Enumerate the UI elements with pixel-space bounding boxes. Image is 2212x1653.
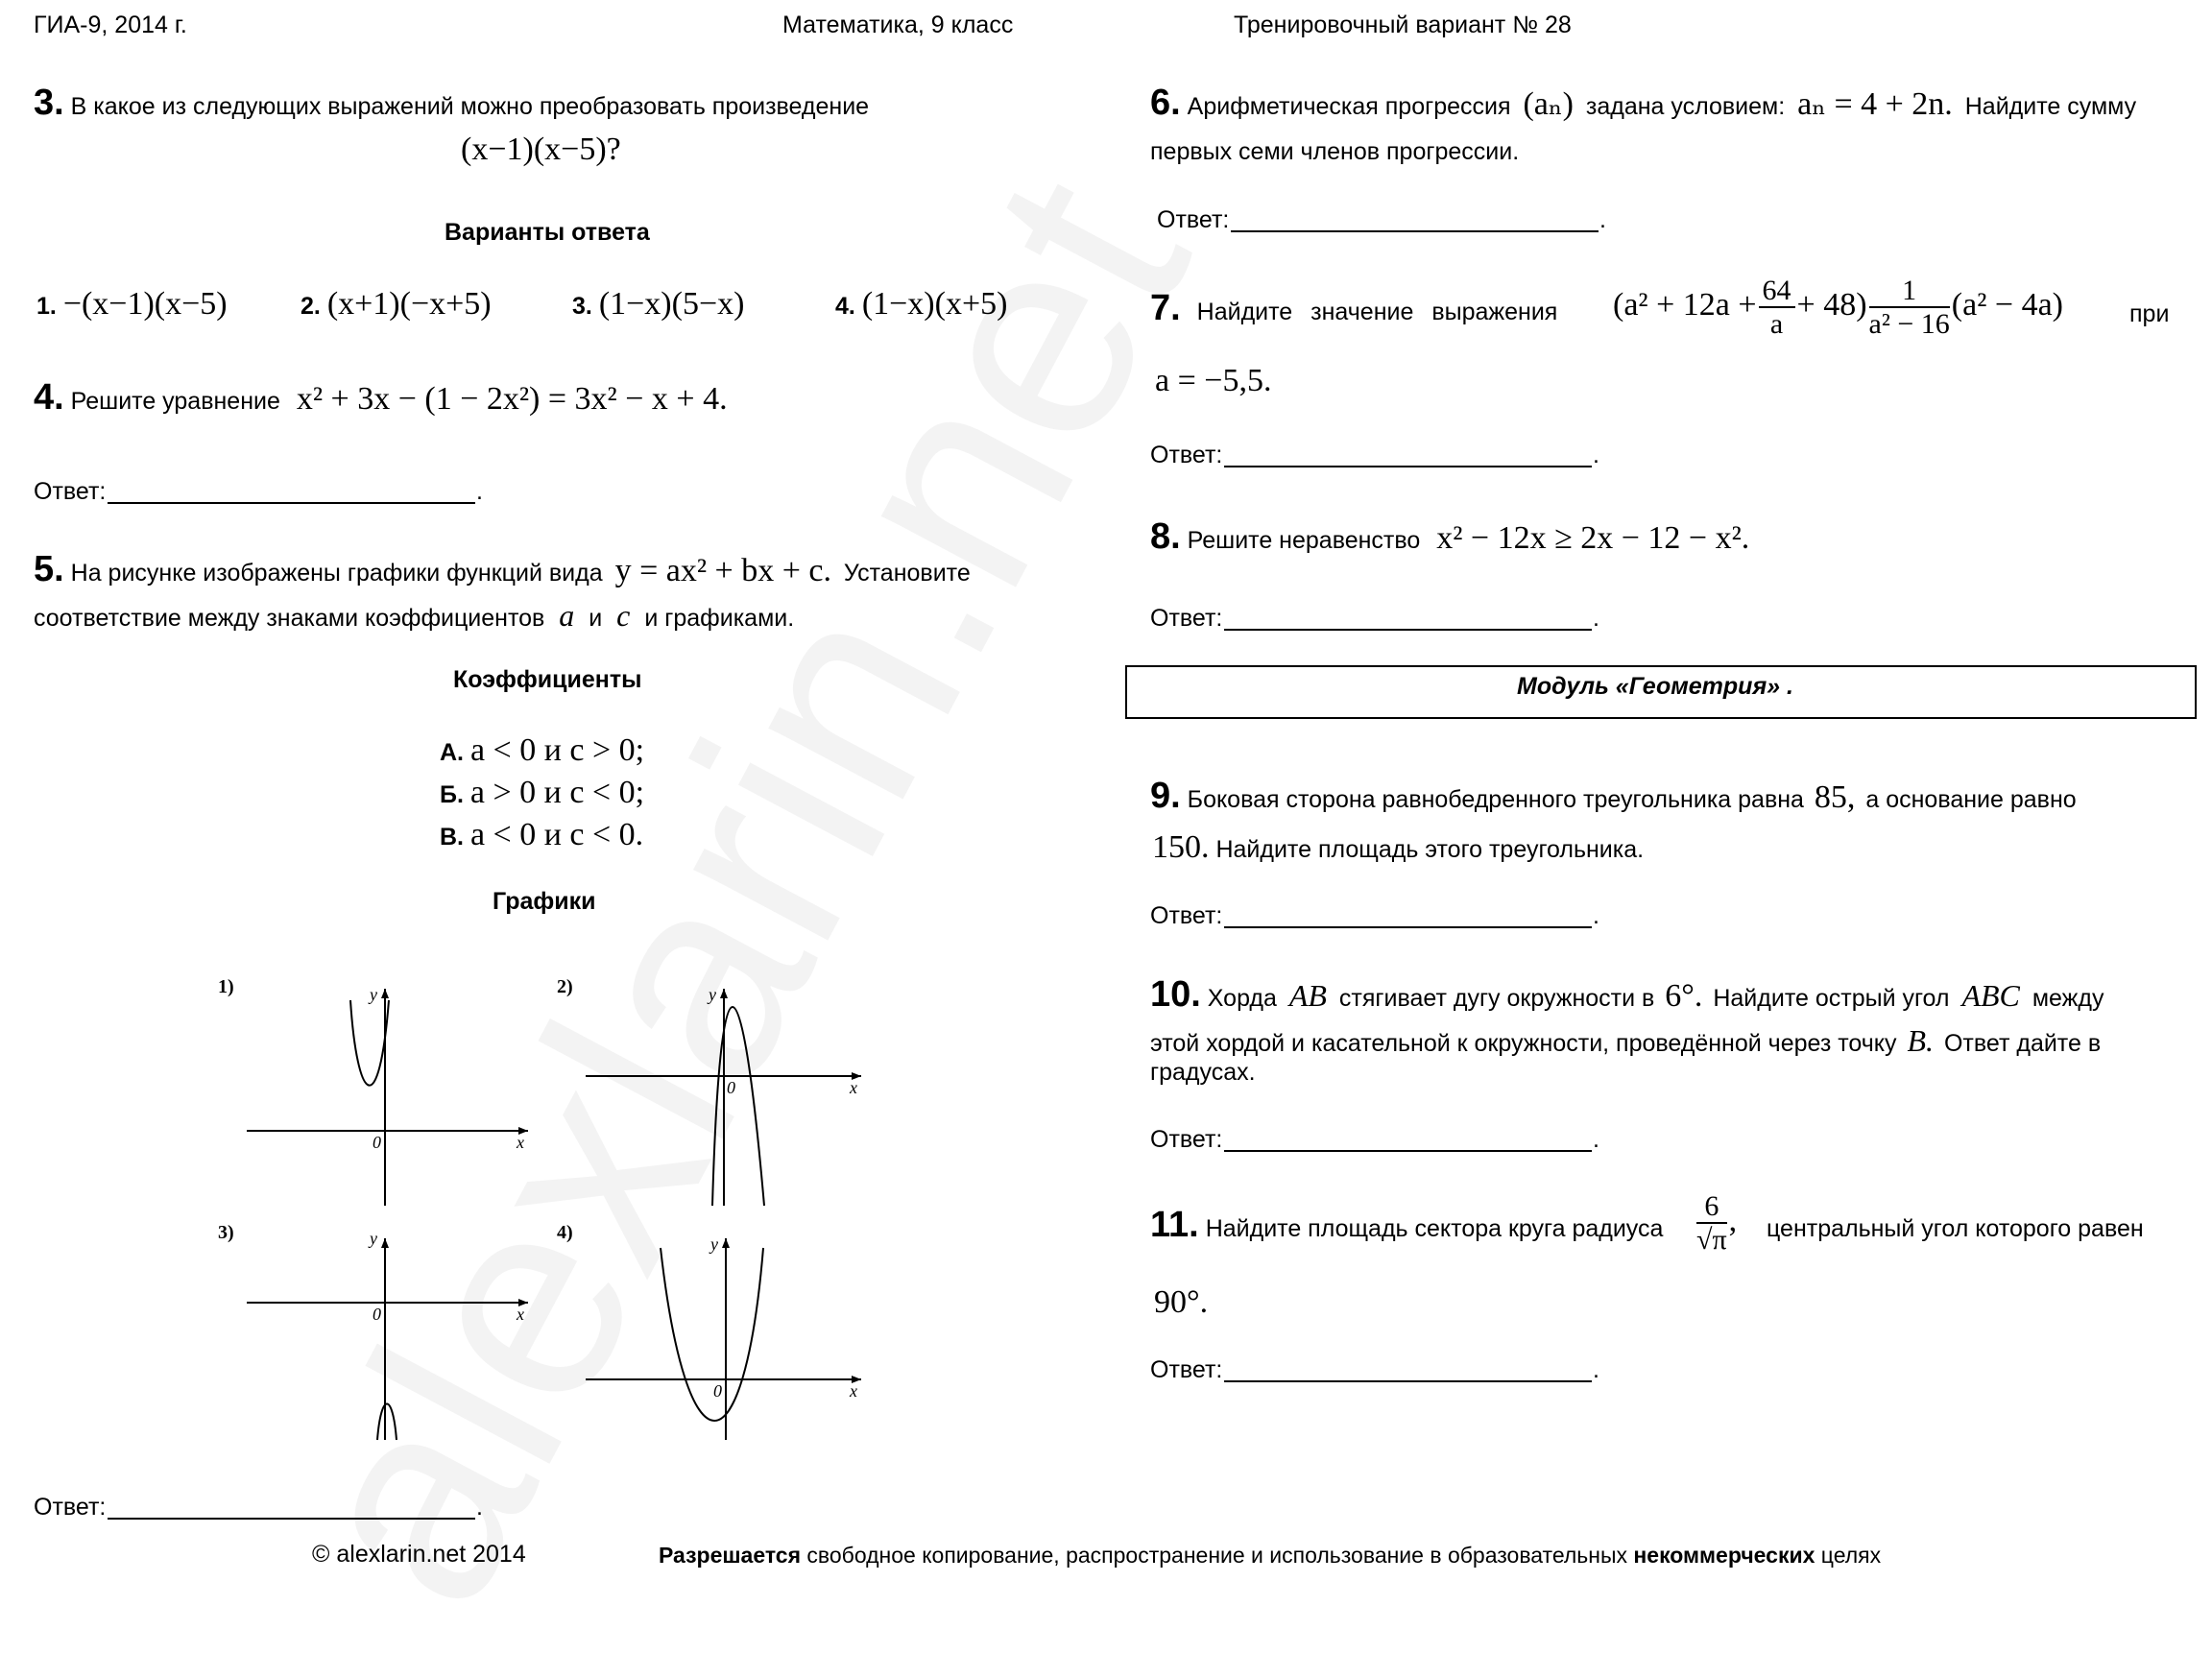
q3-option-2: 2. (x+1)(−x+5): [301, 286, 492, 322]
header-left: ГИА-9, 2014 г.: [34, 12, 187, 38]
q3-option-1: 1. −(x−1)(x−5): [36, 286, 228, 322]
parabola-graphs: [206, 960, 898, 1449]
q11-answer-label: Ответ:: [1150, 1356, 1223, 1383]
q11-text-cont: центральный угол которого равен: [1767, 1215, 2144, 1242]
q10-text-line2: этой хордой и касательной к окружности, проведённой через точку B. Ответ дайте в: [1150, 1023, 2102, 1058]
q10-answer-line[interactable]: [1224, 1150, 1592, 1152]
question-5: 5. На рисунке изображены графики функций вида y = ax² + bx + c. Установите: [34, 549, 971, 589]
graph4-label: 4): [557, 1222, 573, 1243]
q10-answer-label: Ответ:: [1150, 1126, 1223, 1153]
q3-option-3: 3. (1−x)(5−x): [572, 286, 745, 322]
q10-text-line3: градусах.: [1150, 1059, 1256, 1086]
q7-value: a = −5,5.: [1155, 363, 1272, 398]
module-title: Модуль «Геометрия» .: [1517, 673, 1793, 700]
q4-answer-line[interactable]: [108, 502, 475, 504]
svg-text:x: x: [517, 1305, 524, 1324]
graph1-label: 1): [218, 976, 234, 997]
question-11: 11. Найдите площадь сектора круга радиуса: [1150, 1205, 1664, 1245]
svg-text:x: x: [850, 1078, 857, 1097]
svg-text:0: 0: [713, 1381, 722, 1401]
q9-text-line2: 150. Найдите площадь этого треугольника.: [1152, 829, 1645, 865]
q9-answer-label: Ответ:: [1150, 902, 1223, 929]
graph4-parabola: [661, 1248, 763, 1421]
q5-coef-title: Коэффициенты: [453, 666, 642, 693]
q5-graphs-title: Графики: [493, 888, 596, 915]
question-7: 7. Найдите значение выражения: [1150, 288, 1558, 328]
q7-text-pri: при: [2129, 300, 2170, 327]
svg-text:y: y: [370, 1229, 377, 1248]
svg-text:0: 0: [373, 1305, 381, 1324]
q4-expression: x² + 3x − (1 − 2x²) = 3x² − x + 4.: [296, 381, 728, 417]
q4-answer-label: Ответ:: [34, 478, 107, 505]
coef-b: Б. a > 0 и c < 0;: [440, 775, 645, 810]
q5-text-line2: соответствие между знаками коэффициентов a и c и графиками.: [34, 598, 795, 633]
q7-answer-label: Ответ:: [1150, 442, 1223, 468]
question-8: 8. Решите неравенство x² − 12x ≥ 2x − 12 − x².: [1150, 516, 1750, 557]
header-center: Математика, 9 класс: [782, 12, 1014, 38]
q6-answer-label: Ответ:: [1157, 206, 1230, 233]
question-6: 6. Арифметическая прогрессия (aₙ) задана условием: aₙ = 4 + 2n. Найдите сумму: [1150, 83, 2137, 123]
question-number: 3.: [34, 83, 64, 123]
graph2-label: 2): [557, 976, 573, 997]
footer-license: Разрешается свободное копирование, распространение и использование в образовательных некоммерческих целях: [659, 1543, 1882, 1568]
q3-option-4: 4. (1−x)(x+5): [835, 286, 1008, 322]
q11-fraction: $\frac{6}{√\pi}$ ,: [1696, 1190, 1738, 1256]
svg-text:0: 0: [373, 1133, 381, 1152]
q3-expression: (x−1)(x−5)?: [461, 132, 621, 167]
coef-v: В. a < 0 и c < 0.: [440, 817, 644, 852]
graph1-parabola: [350, 1000, 389, 1086]
question-10: 10. Хорда AB стягивает дугу окружности в 6°. Найдите острый угол ABC между: [1150, 974, 2104, 1015]
svg-text:x: x: [850, 1381, 857, 1401]
q3-options-title: Варианты ответа: [445, 219, 650, 246]
footer-copyright: © alexlarin.net 2014: [312, 1541, 526, 1568]
coef-a: А. a < 0 и c > 0;: [440, 732, 645, 768]
q11-answer-line[interactable]: [1224, 1380, 1592, 1382]
graph2-parabola: [712, 1007, 764, 1206]
header-right: Тренировочный вариант № 28: [1234, 12, 1572, 38]
q6-text-line2: первых семи членов прогрессии.: [1150, 138, 1520, 165]
svg-text:y: y: [710, 1234, 718, 1254]
q7-answer-line[interactable]: [1224, 466, 1592, 467]
svg-text:y: y: [370, 985, 377, 1004]
question-text: В какое из следующих выражений можно преобразовать произведение: [70, 93, 870, 120]
graph3-label: 3): [218, 1222, 234, 1243]
question-9: 9. Боковая сторона равнобедренного треугольника равна 85, а основание равно: [1150, 776, 2077, 816]
question-4: 4. Решите уравнение x² + 3x − (1 − 2x²) = 3x² − x + 4.: [34, 377, 728, 418]
graph3-parabola: [377, 1404, 397, 1441]
q7-expression: (a² + 12a + $\frac{64}{a}$ + 48) $\frac{1}{\text{a² − 16}}$ (a² − 4a): [1613, 275, 2063, 340]
q8-answer-label: Ответ:: [1150, 605, 1223, 632]
q5-answer-line[interactable]: [108, 1518, 475, 1520]
svg-text:x: x: [517, 1133, 524, 1152]
q5-answer-label: Ответ:: [34, 1494, 107, 1521]
svg-text:y: y: [709, 985, 716, 1004]
q11-angle: 90°.: [1154, 1284, 1209, 1320]
question-3: [34, 83, 869, 124]
q8-answer-line[interactable]: [1224, 629, 1592, 631]
svg-text:0: 0: [727, 1078, 735, 1097]
q6-answer-line[interactable]: [1231, 230, 1599, 232]
q9-answer-line[interactable]: [1224, 926, 1592, 928]
